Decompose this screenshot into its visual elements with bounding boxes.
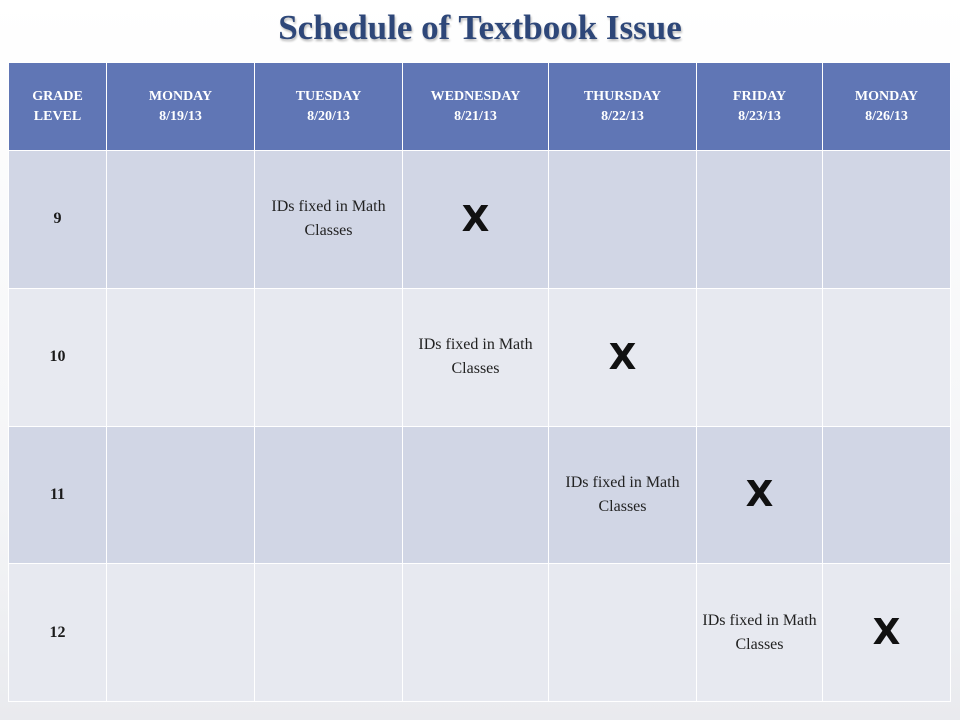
issue-day-mark: X	[461, 198, 490, 240]
ids-fixed-note: IDs fixed in Math Classes	[565, 473, 680, 515]
day-name: WEDNESDAY	[430, 88, 521, 104]
day-name: MONDAY	[854, 88, 919, 104]
ids-fixed-note: IDs fixed in Math Classes	[702, 611, 817, 653]
day-date: 8/26/13	[865, 108, 908, 124]
schedule-cell	[107, 564, 255, 702]
schedule-cell	[403, 564, 549, 702]
day-name: TUESDAY	[295, 88, 362, 104]
table-row-grade-11	[9, 426, 951, 564]
grade-level-label-line2: LEVEL	[33, 108, 82, 124]
grade-cell: 12	[9, 564, 107, 702]
slide-title: Schedule of Textbook Issue	[278, 8, 682, 47]
schedule-cell	[823, 564, 951, 702]
day-header-tuesday-8-20	[255, 63, 403, 151]
grade-cell: 9	[9, 151, 107, 289]
schedule-cell	[823, 288, 951, 426]
schedule-cell	[255, 151, 403, 289]
ids-fixed-note: IDs fixed in Math Classes	[418, 336, 533, 378]
schedule-table	[8, 62, 951, 702]
schedule-cell	[697, 564, 823, 702]
day-date: 8/20/13	[307, 108, 350, 124]
ids-fixed-note: IDs fixed in Math Classes	[271, 198, 386, 240]
day-header-friday-8-23	[697, 63, 823, 151]
issue-day-mark: X	[745, 474, 774, 516]
grade-cell: 11	[9, 426, 107, 564]
schedule-cell	[549, 564, 697, 702]
schedule-cell	[697, 426, 823, 564]
day-name: MONDAY	[148, 88, 213, 104]
day-header-monday-8-19	[107, 63, 255, 151]
schedule-cell	[823, 151, 951, 289]
day-date: 8/21/13	[454, 108, 497, 124]
schedule-cell	[697, 288, 823, 426]
schedule-cell	[549, 288, 697, 426]
schedule-cell	[255, 426, 403, 564]
day-header-wednesday-8-21	[403, 63, 549, 151]
issue-day-mark: X	[608, 336, 637, 378]
header-row	[9, 63, 951, 151]
day-name: THURSDAY	[583, 88, 662, 104]
grade-cell: 10	[9, 288, 107, 426]
table-row-grade-10	[9, 288, 951, 426]
day-date: 8/23/13	[738, 108, 781, 124]
day-date: 8/19/13	[159, 108, 202, 124]
table-row-grade-9	[9, 151, 951, 289]
schedule-cell	[403, 426, 549, 564]
schedule-cell	[255, 564, 403, 702]
day-header-thursday-8-22	[549, 63, 697, 151]
table-row-grade-12	[9, 564, 951, 702]
schedule-cell	[107, 151, 255, 289]
grade-level-label-line1: GRADE	[32, 88, 83, 104]
schedule-cell	[107, 426, 255, 564]
schedule-cell	[823, 426, 951, 564]
grade-level-header	[9, 63, 107, 151]
schedule-cell	[403, 151, 549, 289]
day-header-monday-8-26	[823, 63, 951, 151]
schedule-cell	[549, 426, 697, 564]
schedule-cell	[255, 288, 403, 426]
day-name: FRIDAY	[732, 88, 787, 104]
schedule-cell	[403, 288, 549, 426]
day-date: 8/22/13	[601, 108, 644, 124]
issue-day-mark: X	[872, 612, 901, 654]
schedule-cell	[549, 151, 697, 289]
schedule-cell	[697, 151, 823, 289]
schedule-cell	[107, 288, 255, 426]
